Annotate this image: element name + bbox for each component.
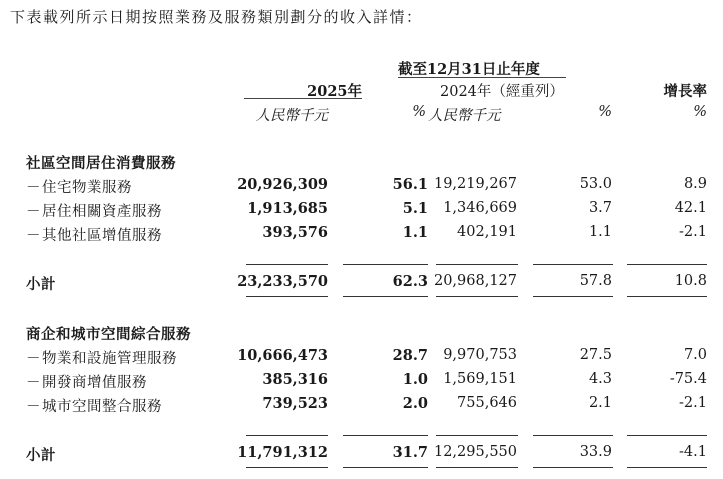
subtotal-rule-2-c1 (246, 435, 328, 436)
pct-2024: 3.7 (588, 200, 612, 216)
pct-2024: 27.5 (579, 347, 612, 363)
subtotal-rule-1-c1 (246, 264, 328, 265)
row-label-text: 其他社區增值服務 (42, 228, 162, 244)
row-label (26, 347, 177, 368)
subtotal-rule-1-c4 (533, 264, 613, 265)
section-title-commercial: 商企和城市空間綜合服務 (26, 326, 191, 343)
row-label-text: 物業和設施管理服務 (42, 351, 177, 367)
subtotal-bottom-rule-2-c4 (533, 467, 613, 468)
value-2024: 9,970,753 (443, 347, 517, 363)
subtotal-rule-1-c5 (627, 264, 707, 265)
growth-rate: -2.1 (679, 395, 707, 411)
subtotal-bottom-rule-2-c1 (246, 467, 328, 468)
row-dash: － (26, 228, 41, 244)
value-2024: 402,191 (457, 224, 517, 240)
pct-2024: 53.0 (579, 176, 612, 192)
row-label (26, 176, 132, 197)
subtotal-rule-2-c5 (627, 435, 707, 436)
unit-rmb-2024: 人民幣千元 (428, 108, 501, 124)
row-dash: － (26, 399, 41, 415)
value-2024: 755,646 (457, 395, 517, 411)
subtotal-bottom-rule-1-c1 (246, 296, 328, 297)
growth-rate: -75.4 (669, 371, 707, 387)
row-dash: － (26, 375, 41, 391)
pct-2025: 2.0 (402, 395, 428, 412)
subtotal-bottom-rule-2-c2 (343, 467, 428, 468)
pct-2024: 2.1 (588, 395, 612, 411)
row-label-text: 住宅物業服務 (42, 180, 132, 196)
period-header: 截至12月31日止年度 (398, 61, 540, 78)
subtotal-pct-2024: 57.8 (579, 273, 612, 289)
table-row (0, 395, 723, 417)
value-2024: 1,569,151 (443, 371, 517, 387)
table-row (0, 200, 723, 222)
section-title-community: 社區空間居住消費服務 (26, 155, 176, 172)
col-header-growth: 增長率 (663, 83, 707, 100)
subtotal-growth: -4.1 (679, 444, 707, 460)
subtotal-rule-2-c3 (436, 435, 518, 436)
row-label (26, 395, 162, 416)
unit-rmb-2025: 人民幣千元 (255, 108, 328, 124)
value-2024: 1,346,669 (443, 200, 517, 216)
subtotal-value-2025: 23,233,570 (237, 273, 328, 290)
subtotal-rule-2-c4 (533, 435, 613, 436)
table-row (0, 347, 723, 369)
unit-pct-growth: % (693, 104, 707, 120)
subtotal-label: 小計 (26, 447, 56, 464)
subtotal-pct-2025: 31.7 (392, 444, 428, 461)
subtotal-value-2024: 12,295,550 (433, 444, 517, 460)
value-2025: 20,926,309 (237, 176, 328, 193)
pct-2025: 56.1 (392, 176, 428, 193)
pct-2025: 1.0 (402, 371, 428, 388)
subtotal-bottom-rule-1-c5 (627, 296, 707, 297)
unit-pct-2024: % (598, 104, 612, 120)
row-dash: － (26, 204, 41, 220)
row-label (26, 200, 162, 221)
subtotal-bottom-rule-2-c5 (627, 467, 707, 468)
row-label-text: 開發商增值服務 (42, 375, 147, 391)
growth-rate: -2.1 (679, 224, 707, 240)
value-2025: 385,316 (262, 371, 328, 388)
subtotal-value-2025: 11,791,312 (237, 444, 328, 461)
value-2025: 10,666,473 (237, 347, 328, 364)
growth-rate: 42.1 (674, 200, 707, 216)
table-row (0, 371, 723, 393)
subtotal-bottom-rule-2-c3 (436, 467, 518, 468)
value-2025: 393,576 (262, 224, 328, 241)
subtotal-bottom-rule-1-c4 (533, 296, 613, 297)
table-row (0, 224, 723, 246)
table-row (0, 176, 723, 198)
row-label (26, 224, 162, 245)
value-2025: 739,523 (262, 395, 328, 412)
pct-2024: 4.3 (588, 371, 612, 387)
subtotal-rule-1-c3 (436, 264, 518, 265)
subtotal-bottom-rule-1-c3 (436, 296, 518, 297)
pct-2024: 1.1 (588, 224, 612, 240)
row-label-text: 居住相關資產服務 (42, 204, 162, 220)
intro-text: 下表載列所示日期按照業務及服務類別劃分的收入詳情： (10, 8, 423, 26)
row-label (26, 371, 147, 392)
subtotal-pct-2024: 33.9 (579, 444, 612, 460)
subtotal-row (0, 273, 723, 295)
subtotal-pct-2025: 62.3 (392, 273, 428, 290)
subtotal-label: 小計 (26, 276, 56, 293)
row-dash: － (26, 351, 41, 367)
row-dash: － (26, 180, 41, 196)
growth-rate: 7.0 (683, 347, 707, 363)
period-rule (398, 77, 566, 78)
subtotal-rule-1-c2 (343, 264, 428, 265)
subtotal-growth: 10.8 (674, 273, 707, 289)
subtotal-rule-2-c2 (343, 435, 428, 436)
row-label-text: 城市空間整合服務 (42, 399, 162, 415)
subtotal-row (0, 444, 723, 466)
subtotal-bottom-rule-1-c2 (343, 296, 428, 297)
growth-rate: 8.9 (683, 176, 707, 192)
value-2025: 1,913,685 (247, 200, 328, 217)
unit-pct-2025: % (412, 104, 426, 120)
subtotal-value-2024: 20,968,127 (433, 273, 517, 289)
col-header-2025: 2025年 (307, 83, 362, 100)
col-header-2025-rule (244, 98, 362, 99)
pct-2025: 1.1 (402, 224, 428, 241)
col-header-2024: 2024年（經重列） (440, 84, 564, 100)
pct-2025: 28.7 (392, 347, 428, 364)
pct-2025: 5.1 (402, 200, 428, 217)
value-2024: 19,219,267 (433, 176, 517, 192)
